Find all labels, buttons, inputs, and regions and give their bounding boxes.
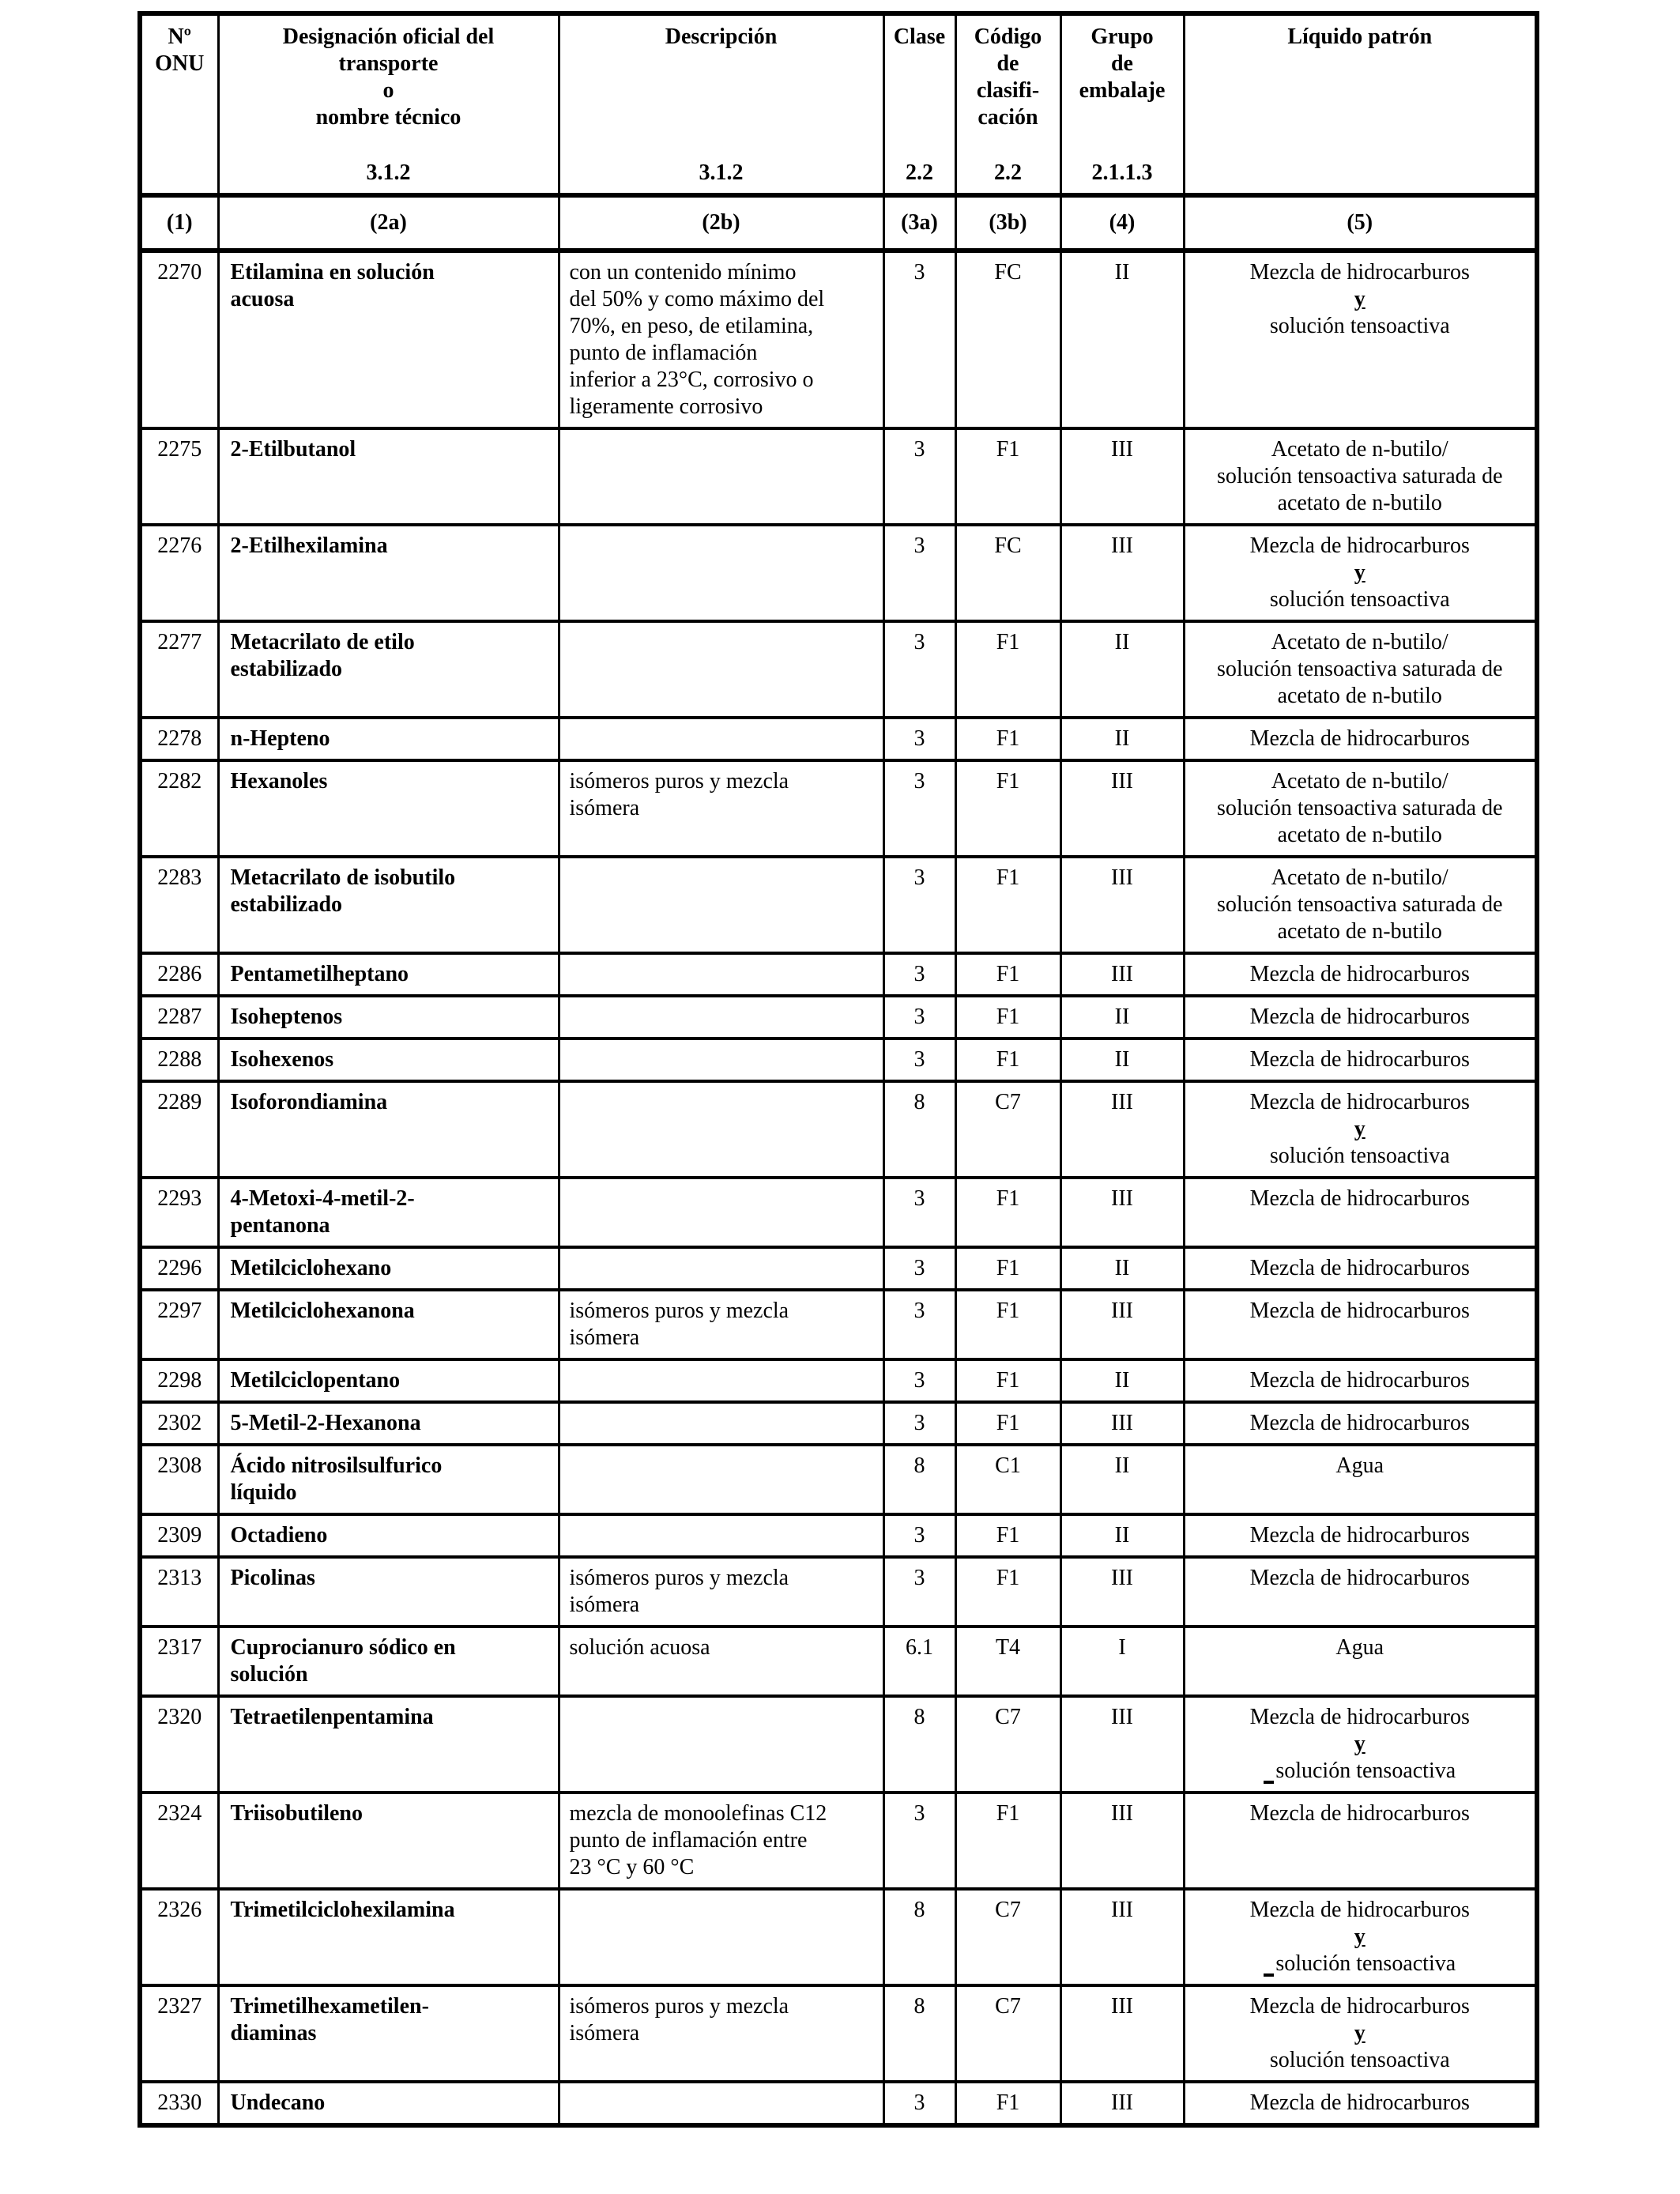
onu-cell: 2330 xyxy=(140,2082,218,2125)
onu-cell: 2270 xyxy=(140,251,218,428)
onu-cell: 2277 xyxy=(140,621,218,718)
header-ref: 2.1.1.3 xyxy=(1091,160,1153,185)
table-row xyxy=(140,996,1537,1039)
liquido-cell: Mezcla de hidrocarburos xyxy=(1184,2082,1537,2125)
table-row xyxy=(140,1039,1537,1081)
desc-cell: isómeros puros y mezcla isómera xyxy=(559,1985,883,2082)
codigo-cell: F1 xyxy=(955,2082,1060,2125)
onu-cell: 2287 xyxy=(140,996,218,1039)
name-cell: Octadieno xyxy=(218,1514,559,1557)
grupo-cell: II xyxy=(1060,996,1184,1039)
clase-cell: 3 xyxy=(883,621,955,718)
desc-cell: mezcla de monoolefinas C12 punto de inflamación entre 23 °C y 60 °C xyxy=(559,1793,883,1889)
name-cell: Isoforondiamina xyxy=(218,1081,559,1178)
liquido-cell: Mezcla de hidrocarburos xyxy=(1184,1247,1537,1290)
name-cell: 2-Etilbutanol xyxy=(218,428,559,525)
index-cell-4: (4) xyxy=(1060,195,1184,251)
codigo-cell: C7 xyxy=(955,1696,1060,1793)
clase-cell: 3 xyxy=(883,760,955,857)
header-ref: 3.1.2 xyxy=(366,160,411,185)
clase-cell: 3 xyxy=(883,996,955,1039)
table-row xyxy=(140,1445,1537,1514)
onu-substances-table xyxy=(137,11,1539,2128)
clase-cell: 8 xyxy=(883,1889,955,1985)
clase-cell: 3 xyxy=(883,1178,955,1247)
onu-cell: 2309 xyxy=(140,1514,218,1557)
liquido-cell: Mezcla de hidrocarburos y solución tensoactiva xyxy=(1184,1696,1537,1793)
grupo-cell: II xyxy=(1060,1359,1184,1402)
liquido-cell: Mezcla de hidrocarburos xyxy=(1184,1514,1537,1557)
name-cell: Etilamina en solución acuosa xyxy=(218,251,559,428)
grupo-cell: III xyxy=(1060,1178,1184,1247)
header-ref: 2.2 xyxy=(906,160,933,185)
onu-cell: 2297 xyxy=(140,1290,218,1359)
onu-cell: 2302 xyxy=(140,1402,218,1445)
index-cell-3b: (3b) xyxy=(955,195,1060,251)
clase-cell: 3 xyxy=(883,1039,955,1081)
desc-cell xyxy=(559,621,883,718)
name-cell: 2-Etilhexilamina xyxy=(218,525,559,621)
clase-cell: 3 xyxy=(883,428,955,525)
table-row xyxy=(140,1696,1537,1793)
liquido-cell: Mezcla de hidrocarburos xyxy=(1184,953,1537,996)
onu-cell: 2317 xyxy=(140,1627,218,1696)
clase-cell: 8 xyxy=(883,1985,955,2082)
name-cell: Metilciclohexanona xyxy=(218,1290,559,1359)
table-row xyxy=(140,1985,1537,2082)
grupo-cell: II xyxy=(1060,621,1184,718)
clase-cell: 3 xyxy=(883,857,955,953)
name-cell: Hexanoles xyxy=(218,760,559,857)
table-row xyxy=(140,621,1537,718)
table-row xyxy=(140,760,1537,857)
clase-cell: 3 xyxy=(883,525,955,621)
header-col-designacion xyxy=(218,13,559,195)
onu-cell: 2327 xyxy=(140,1985,218,2082)
onu-cell: 2320 xyxy=(140,1696,218,1793)
header-title: Nº ONU xyxy=(155,25,205,76)
desc-cell xyxy=(559,2082,883,2125)
table-row xyxy=(140,1247,1537,1290)
onu-cell: 2286 xyxy=(140,953,218,996)
name-cell: Trimetilciclohexilamina xyxy=(218,1889,559,1985)
liquido-cell: Mezcla de hidrocarburos xyxy=(1184,996,1537,1039)
clase-cell: 3 xyxy=(883,1514,955,1557)
clase-cell: 3 xyxy=(883,718,955,760)
codigo-cell: C7 xyxy=(955,1889,1060,1985)
desc-cell xyxy=(559,1178,883,1247)
grupo-cell: III xyxy=(1060,1081,1184,1178)
name-cell: Metacrilato de etilo estabilizado xyxy=(218,621,559,718)
header-index-row xyxy=(140,195,1537,251)
header-col-grupo-embalaje xyxy=(1060,13,1184,195)
liquido-cell: Mezcla de hidrocarburos xyxy=(1184,1402,1537,1445)
desc-cell xyxy=(559,1359,883,1402)
table-body xyxy=(140,251,1537,2125)
liquido-cell: Mezcla de hidrocarburos y solución tensoactiva xyxy=(1184,251,1537,428)
grupo-cell: II xyxy=(1060,1039,1184,1081)
clase-cell: 3 xyxy=(883,2082,955,2125)
table-header xyxy=(140,13,1537,251)
onu-cell: 2275 xyxy=(140,428,218,525)
table-row xyxy=(140,1081,1537,1178)
name-cell: Cuprocianuro sódico en solución xyxy=(218,1627,559,1696)
desc-cell xyxy=(559,857,883,953)
liquido-cell: Mezcla de hidrocarburos y solución tensoactiva xyxy=(1184,525,1537,621)
codigo-cell: F1 xyxy=(955,1247,1060,1290)
desc-cell xyxy=(559,428,883,525)
grupo-cell: III xyxy=(1060,1696,1184,1793)
table-row xyxy=(140,2082,1537,2125)
desc-cell xyxy=(559,1247,883,1290)
header-col-liquido-patron xyxy=(1184,13,1537,195)
liquido-cell: Mezcla de hidrocarburos xyxy=(1184,1039,1537,1081)
index-cell-5: (5) xyxy=(1184,195,1537,251)
name-cell: Metilciclohexano xyxy=(218,1247,559,1290)
desc-cell: isómeros puros y mezcla isómera xyxy=(559,760,883,857)
liquido-cell: Agua xyxy=(1184,1627,1537,1696)
table-row xyxy=(140,1514,1537,1557)
onu-cell: 2283 xyxy=(140,857,218,953)
codigo-cell: FC xyxy=(955,251,1060,428)
codigo-cell: F1 xyxy=(955,1290,1060,1359)
table-row xyxy=(140,251,1537,428)
liquido-cell: Acetato de n-butilo/ solución tensoactiva saturada de acetato de n-butilo xyxy=(1184,760,1537,857)
codigo-cell: F1 xyxy=(955,1514,1060,1557)
desc-cell xyxy=(559,1402,883,1445)
clase-cell: 8 xyxy=(883,1696,955,1793)
onu-cell: 2289 xyxy=(140,1081,218,1178)
grupo-cell: II xyxy=(1060,1247,1184,1290)
clase-cell: 3 xyxy=(883,1557,955,1627)
table-row xyxy=(140,857,1537,953)
codigo-cell: F1 xyxy=(955,1557,1060,1627)
codigo-cell: T4 xyxy=(955,1627,1060,1696)
onu-cell: 2282 xyxy=(140,760,218,857)
liquido-cell: Mezcla de hidrocarburos xyxy=(1184,718,1537,760)
codigo-cell: F1 xyxy=(955,1793,1060,1889)
name-cell: Pentametilheptano xyxy=(218,953,559,996)
desc-cell: isómeros puros y mezcla isómera xyxy=(559,1290,883,1359)
header-title-row xyxy=(140,13,1537,195)
liquido-cell: Acetato de n-butilo/ solución tensoactiva saturada de acetato de n-butilo xyxy=(1184,857,1537,953)
codigo-cell: F1 xyxy=(955,1039,1060,1081)
header-title: Clase xyxy=(893,25,946,49)
header-col-descripcion xyxy=(559,13,883,195)
table-row xyxy=(140,1627,1537,1696)
liquido-cell: Mezcla de hidrocarburos xyxy=(1184,1178,1537,1247)
table-row xyxy=(140,1290,1537,1359)
underscore-mark xyxy=(1264,1953,1274,1977)
desc-cell xyxy=(559,525,883,621)
index-cell-2b: (2b) xyxy=(559,195,883,251)
clase-cell: 6.1 xyxy=(883,1627,955,1696)
name-cell: Triisobutileno xyxy=(218,1793,559,1889)
codigo-cell: F1 xyxy=(955,953,1060,996)
codigo-cell: C7 xyxy=(955,1081,1060,1178)
clase-cell: 3 xyxy=(883,1290,955,1359)
clase-cell: 8 xyxy=(883,1081,955,1178)
name-cell: Undecano xyxy=(218,2082,559,2125)
grupo-cell: III xyxy=(1060,953,1184,996)
desc-cell xyxy=(559,1696,883,1793)
grupo-cell: III xyxy=(1060,428,1184,525)
liquido-cell: Agua xyxy=(1184,1445,1537,1514)
codigo-cell: F1 xyxy=(955,1402,1060,1445)
table-row xyxy=(140,1793,1537,1889)
name-cell: Metacrilato de isobutilo estabilizado xyxy=(218,857,559,953)
name-cell: 5-Metil-2-Hexanona xyxy=(218,1402,559,1445)
liquido-cell: Mezcla de hidrocarburos xyxy=(1184,1793,1537,1889)
liquido-cell: Mezcla de hidrocarburos y solución tensoactiva xyxy=(1184,1081,1537,1178)
name-cell: Metilciclopentano xyxy=(218,1359,559,1402)
name-cell: Isohexenos xyxy=(218,1039,559,1081)
onu-cell: 2288 xyxy=(140,1039,218,1081)
name-cell: 4-Metoxi-4-metil-2- pentanona xyxy=(218,1178,559,1247)
onu-cell: 2293 xyxy=(140,1178,218,1247)
table-row xyxy=(140,1178,1537,1247)
header-title: Código de clasifi- cación xyxy=(974,25,1042,130)
desc-cell xyxy=(559,1081,883,1178)
desc-cell: con un contenido mínimo del 50% y como máximo del 70%, en peso, de etilamina, punto de inflamación inferior a 23°C, corrosivo o ligeramente corrosivo xyxy=(559,251,883,428)
grupo-cell: III xyxy=(1060,1793,1184,1889)
clase-cell: 3 xyxy=(883,953,955,996)
table-row xyxy=(140,525,1537,621)
onu-cell: 2324 xyxy=(140,1793,218,1889)
codigo-cell: F1 xyxy=(955,996,1060,1039)
onu-cell: 2326 xyxy=(140,1889,218,1985)
codigo-cell: F1 xyxy=(955,857,1060,953)
codigo-cell: F1 xyxy=(955,1359,1060,1402)
header-title: Líquido patrón xyxy=(1287,25,1433,49)
clase-cell: 3 xyxy=(883,1247,955,1290)
desc-cell xyxy=(559,953,883,996)
onu-cell: 2298 xyxy=(140,1359,218,1402)
header-col-codigo-clasificacion xyxy=(955,13,1060,195)
index-cell-3a: (3a) xyxy=(883,195,955,251)
desc-cell: isómeros puros y mezcla isómera xyxy=(559,1557,883,1627)
liquido-cell: Mezcla de hidrocarburos y solución tensoactiva xyxy=(1184,1889,1537,1985)
header-title: Grupo de embalaje xyxy=(1079,25,1166,103)
grupo-cell: III xyxy=(1060,1557,1184,1627)
clase-cell: 3 xyxy=(883,251,955,428)
header-title: Descripción xyxy=(665,25,778,49)
grupo-cell: III xyxy=(1060,760,1184,857)
clase-cell: 8 xyxy=(883,1445,955,1514)
onu-cell: 2313 xyxy=(140,1557,218,1627)
clase-cell: 3 xyxy=(883,1402,955,1445)
index-cell-1: (1) xyxy=(140,195,218,251)
desc-cell xyxy=(559,1514,883,1557)
grupo-cell: II xyxy=(1060,718,1184,760)
table-row xyxy=(140,428,1537,525)
liquido-cell: Mezcla de hidrocarburos y solución tensoactiva xyxy=(1184,1985,1537,2082)
grupo-cell: I xyxy=(1060,1627,1184,1696)
table-row xyxy=(140,1557,1537,1627)
table-row xyxy=(140,1889,1537,1985)
grupo-cell: III xyxy=(1060,1985,1184,2082)
liquido-cell: Mezcla de hidrocarburos xyxy=(1184,1557,1537,1627)
clase-cell: 3 xyxy=(883,1793,955,1889)
desc-cell xyxy=(559,996,883,1039)
grupo-cell: II xyxy=(1060,1514,1184,1557)
table-row xyxy=(140,953,1537,996)
clase-cell: 3 xyxy=(883,1359,955,1402)
codigo-cell: F1 xyxy=(955,1178,1060,1247)
name-cell: Tetraetilenpentamina xyxy=(218,1696,559,1793)
codigo-cell: FC xyxy=(955,525,1060,621)
onu-cell: 2276 xyxy=(140,525,218,621)
codigo-cell: F1 xyxy=(955,718,1060,760)
desc-cell: solución acuosa xyxy=(559,1627,883,1696)
desc-cell xyxy=(559,1889,883,1985)
name-cell: n-Hepteno xyxy=(218,718,559,760)
codigo-cell: F1 xyxy=(955,760,1060,857)
desc-cell xyxy=(559,718,883,760)
table-row xyxy=(140,1359,1537,1402)
codigo-cell: F1 xyxy=(955,621,1060,718)
header-ref: 2.2 xyxy=(994,160,1022,185)
header-col-clase xyxy=(883,13,955,195)
onu-cell: 2308 xyxy=(140,1445,218,1514)
header-title: Designación oficial del transporte o nombre técnico xyxy=(282,25,495,130)
onu-cell: 2278 xyxy=(140,718,218,760)
grupo-cell: II xyxy=(1060,251,1184,428)
grupo-cell: III xyxy=(1060,1290,1184,1359)
name-cell: Picolinas xyxy=(218,1557,559,1627)
grupo-cell: III xyxy=(1060,857,1184,953)
grupo-cell: III xyxy=(1060,525,1184,621)
header-col-onu xyxy=(140,13,218,195)
grupo-cell: II xyxy=(1060,1445,1184,1514)
grupo-cell: III xyxy=(1060,1402,1184,1445)
codigo-cell: C7 xyxy=(955,1985,1060,2082)
codigo-cell: C1 xyxy=(955,1445,1060,1514)
name-cell: Ácido nitrosilsulfurico líquido xyxy=(218,1445,559,1514)
codigo-cell: F1 xyxy=(955,428,1060,525)
onu-cell: 2296 xyxy=(140,1247,218,1290)
table-row xyxy=(140,1402,1537,1445)
header-ref: 3.1.2 xyxy=(699,160,744,185)
liquido-cell: Mezcla de hidrocarburos xyxy=(1184,1290,1537,1359)
liquido-cell: Acetato de n-butilo/ solución tensoactiva saturada de acetato de n-butilo xyxy=(1184,621,1537,718)
desc-cell xyxy=(559,1445,883,1514)
name-cell: Isoheptenos xyxy=(218,996,559,1039)
liquido-cell: Mezcla de hidrocarburos xyxy=(1184,1359,1537,1402)
table-row xyxy=(140,718,1537,760)
name-cell: Trimetilhexametilen- diaminas xyxy=(218,1985,559,2082)
grupo-cell: III xyxy=(1060,2082,1184,2125)
grupo-cell: III xyxy=(1060,1889,1184,1985)
underscore-mark xyxy=(1264,1760,1274,1784)
desc-cell xyxy=(559,1039,883,1081)
index-cell-2a: (2a) xyxy=(218,195,559,251)
liquido-cell: Acetato de n-butilo/ solución tensoactiva saturada de acetato de n-butilo xyxy=(1184,428,1537,525)
